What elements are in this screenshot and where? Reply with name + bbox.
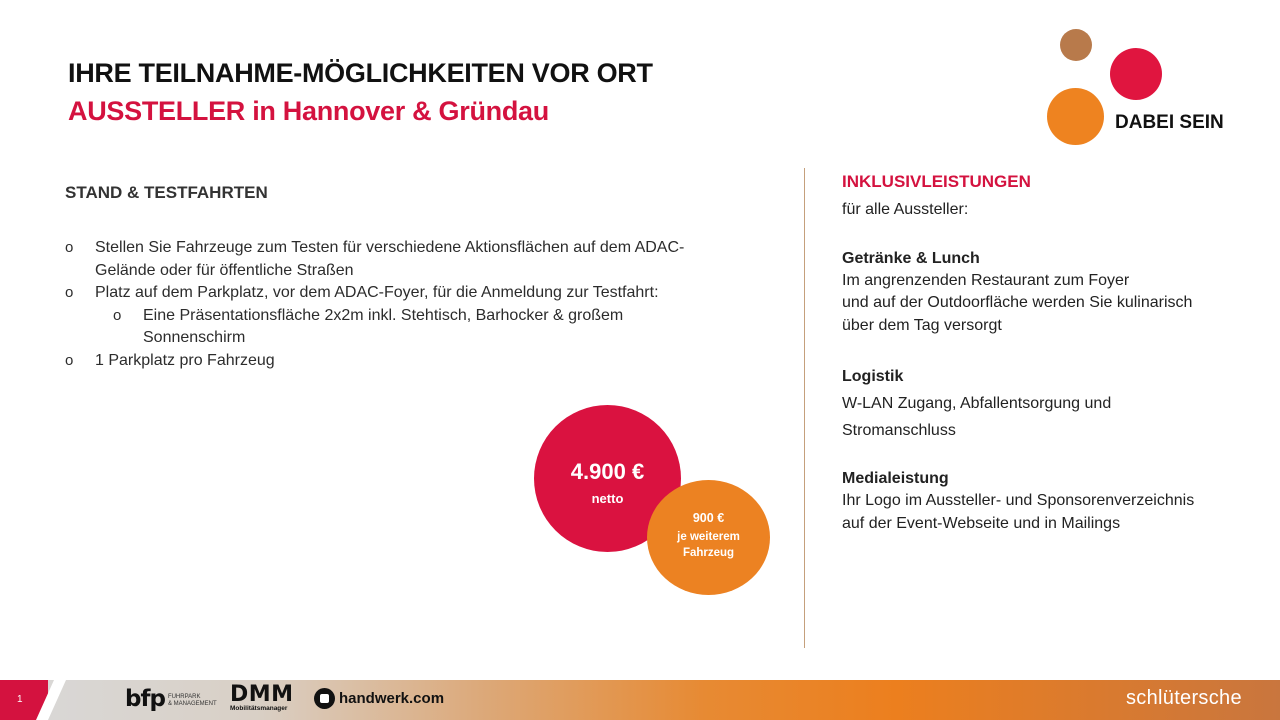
bullet-text: Platz auf dem Parkplatz, vor dem ADAC-Foyer, für die Anmeldung zur Testfahrt: [95, 284, 659, 301]
bfp-logo [125, 686, 217, 712]
bfp-logo-mark: bfp [125, 686, 165, 712]
bullet-marker: o [65, 284, 74, 301]
stand-heading: STAND & TESTFAHRTEN [65, 183, 268, 202]
extra-price-circle [647, 480, 770, 595]
section-line: und auf der Outdoorfläche werden Sie kulinarisch [842, 294, 1193, 311]
decorative-dot-brown [1060, 29, 1092, 61]
extra-price-line: je weiterem [677, 531, 740, 543]
page-subtitle: AUSSTELLER in Hannover & Gründau [68, 96, 549, 126]
bullet-marker: o [65, 239, 74, 256]
sub-bullet-item [65, 305, 725, 350]
bullet-text: 1 Parkplatz pro Fahrzeug [95, 351, 275, 369]
inclusive-intro: für alle Aussteller: [842, 201, 969, 218]
handwerk-logo [314, 688, 444, 709]
section-line: Stromanschluss [842, 422, 956, 439]
dmm-logo-text: Mobilitätsmanager [230, 705, 288, 712]
handwerk-logo-icon [314, 688, 335, 709]
decorative-dot-red [1110, 48, 1162, 100]
price-note: netto [591, 491, 624, 506]
bfp-logo-text [168, 694, 217, 708]
bullet-marker: o [113, 306, 122, 324]
extra-price-note [647, 529, 770, 561]
stand-bullet-list [65, 237, 725, 372]
page-title: IHRE TEILNAHME-MÖGLICHKEITEN VOR ORT [68, 58, 653, 88]
section-line: W-LAN Zugang, Abfallentsorgung und [842, 395, 1112, 412]
bullet-text: Stellen Sie Fahrzeuge zum Testen für verschiedene Aktionsflächen auf dem ADAC-Gelände oder für öffentliche Straßen [95, 239, 685, 279]
bullet-marker: o [65, 351, 74, 369]
bfp-logo-line: FUHRPARK [167, 694, 201, 700]
inclusive-heading: INKLUSIVLEISTUNGEN [842, 172, 1031, 191]
bullet-text: Eine Präsentationsfläche 2x2m inkl. Stehtisch, Barhocker & großem Sonnenschirm [143, 306, 624, 346]
section-line: Im angrenzenden Restaurant zum Foyer [842, 271, 1130, 289]
brand-logo: schlütersche [1126, 687, 1242, 709]
section-line: auf der Event-Webseite und in Mailings [842, 514, 1121, 532]
inclusive-services-panel [842, 171, 1242, 535]
section-title-media: Medialeistung [842, 470, 949, 487]
column-divider [804, 168, 805, 648]
dmm-logo [230, 684, 294, 713]
dabei-sein-badge: DABEI SEIN [1115, 112, 1224, 133]
section-title-drinks: Getränke & Lunch [842, 249, 980, 267]
bullet-item [65, 282, 725, 305]
price-amount: 4.900 € [570, 459, 645, 484]
dmm-logo-mark: DMM [230, 682, 294, 707]
extra-price-line: Fahrzeug [682, 547, 735, 559]
section-line: über dem Tag versorgt [842, 316, 1002, 334]
bfp-logo-line: & MANAGEMENT [167, 701, 217, 707]
section-line: Ihr Logo im Aussteller- und Sponsorenverzeichnis [842, 492, 1195, 509]
section-title-logistics: Logistik [842, 368, 904, 385]
page-number: 1 [17, 694, 23, 705]
decorative-dot-orange [1047, 88, 1104, 145]
handwerk-logo-text: handwerk.com [339, 690, 445, 707]
bullet-item [65, 350, 725, 373]
extra-price-amount: 900 € [692, 511, 725, 525]
bullet-item [65, 237, 725, 282]
